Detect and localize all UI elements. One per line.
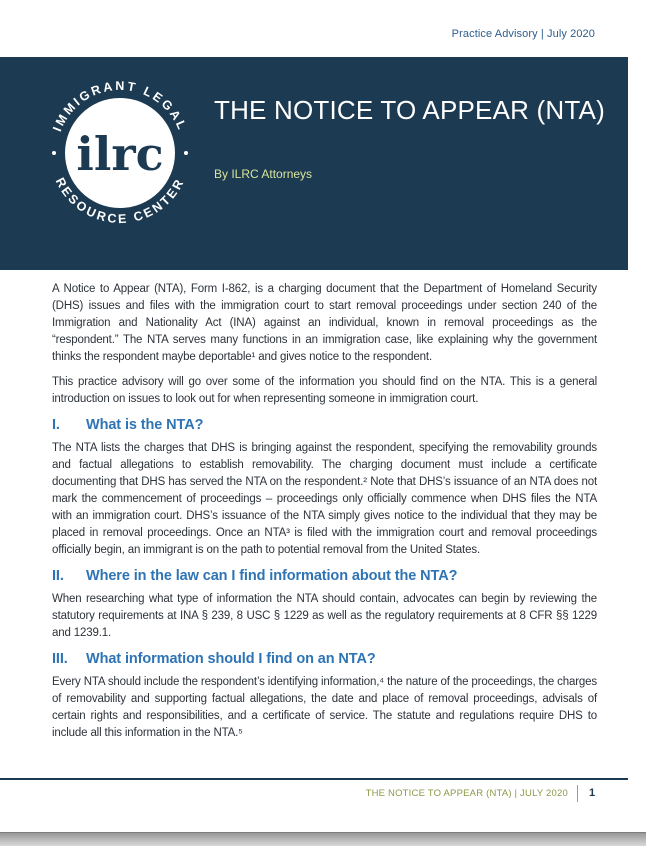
page-edge-shadow (0, 832, 646, 846)
intro-paragraph: This practice advisory will go over some of the information you should find on the NTA. This is a general introduction on issues to look out for when representing someone in immigration court. (52, 376, 597, 405)
logo-ring-bottom-text: RESOURCE CENTER (52, 175, 188, 227)
footer-rule (0, 778, 628, 780)
document-body (52, 281, 597, 750)
section-numeral: I. (52, 417, 60, 433)
section-numeral: II. (52, 568, 64, 584)
section-title: Where in the law can I find information about the NTA? (86, 568, 458, 584)
byline: By ILRC Attorneys (214, 167, 313, 181)
intro-paragraph: A Notice to Appear (NTA), Form I-862, is a charging document that the Department of Homeland Security (DHS) issues and files with the immigration court to start removal proceedings under section 240 of the Immigration and Nationality Act (INA) against an individual, known in removal proceedings as the “respondent.” The NTA serves many functions in an immigration case, like explaining why the government thinks the respondent maybe deportable¹ and gives notice to the respondent. (52, 283, 597, 363)
logo-ring-dot-right (184, 151, 188, 155)
section-paragraph: The NTA lists the charges that DHS is bringing against the respondent, specifying the removability grounds and factual allegations to establish removability. The charging document must include a certificate documenting that DHS has served the NTA on the respondent.² Note that DHS’s issuance of an NTA does not mark the commencement of proceedings – proceedings only officially commence when DHS files the NTA with an immigration court. DHS’s issuance of the NTA simply gives notice to the individual that they may be placed in removal proceedings. Once an NTA³ is filed with the immigration court and removal proceedings officially begin, an immigrant is on the path to potential removal from the United States. (52, 442, 597, 556)
section-paragraph: When researching what type of information the NTA should contain, advocates can begin by reviewing the statutory requirements at INA § 239, 8 USC § 1229 as well as the regulatory requirements at 8 CFR §§ 1229 and 1239.1. (52, 593, 597, 639)
section-title: What is the NTA? (86, 417, 204, 433)
header-meta: Practice Advisory | July 2020 (451, 28, 595, 40)
footer-page-number: 1 (588, 787, 596, 799)
section-heading-1 (52, 416, 597, 434)
title-banner (0, 57, 628, 270)
section-title: What information should I find on an NTA? (86, 651, 376, 667)
page-footer (366, 783, 597, 803)
ilrc-logo-icon (40, 73, 200, 233)
logo-wordmark: ilrc (76, 127, 164, 181)
section-heading-3 (52, 650, 597, 668)
section-paragraph: Every NTA should include the respondent’s identifying information,⁴ the nature of the proceedings, the charges of removability and supporting factual allegations, the date and place of removal proceedings, advisals of certain rights and responsibilities, and a certificate of service. The statute and regulations require DHS to include all this information in the NTA.⁵ (52, 676, 597, 739)
logo-ring-dot-left (52, 151, 56, 155)
ilrc-logo (40, 73, 200, 233)
document-title: THE NOTICE TO APPEAR (NTA) (214, 95, 605, 125)
logo-ring-top-text: IMMIGRANT LEGAL (50, 78, 190, 134)
footer-title: THE NOTICE TO APPEAR (NTA) | JULY 2020 (365, 787, 568, 799)
section-numeral: III. (52, 651, 68, 667)
section-heading-2 (52, 567, 597, 585)
footer-separator (577, 785, 578, 802)
